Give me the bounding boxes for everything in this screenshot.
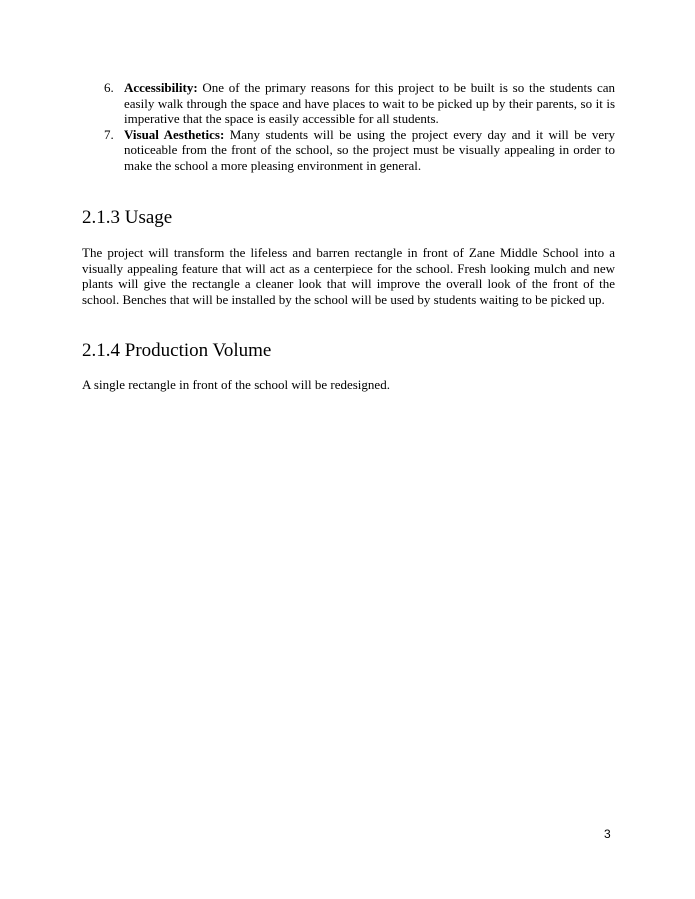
list-item-term: Accessibility: xyxy=(124,80,198,95)
list-item-number: 7. xyxy=(104,126,114,142)
list-item-visual-aesthetics xyxy=(100,127,615,174)
list-item-text: Many students will be using the project every day and it will be very noticeable from the front of the school, so the project must be visually appealing in order to make the school a more pleasing environment in general. xyxy=(124,126,615,173)
section-heading-usage: 2.1.3 Usage xyxy=(82,207,173,228)
section-heading-production-volume: 2.1.4 Production Volume xyxy=(82,340,272,361)
list-item-term: Visual Aesthetics: xyxy=(124,126,225,142)
page-number: 3 xyxy=(604,827,611,841)
section-paragraph-usage: The project will transform the lifeless and barren rectangle in front of Zane Middle School into a visually appealing feature that will act as a centerpiece for the school. Fresh looking mulch and new plants will give the rectangle a cleaner look that will improve the overall look of the front of the school. Benches that will be installed by the school will be used by students waiting to be picked up. xyxy=(82,245,615,307)
section-paragraph-production-volume: A single rectangle in front of the school will be redesigned. xyxy=(82,377,390,392)
list-item-accessibility xyxy=(100,80,615,127)
list-item-number: 6. xyxy=(104,80,114,95)
requirements-list xyxy=(100,80,615,174)
list-item-text: One of the primary reasons for this project to be built is so the students can easily walk through the space and have places to wait to be picked up by their parents, so it is imperative that the space is easily accessible for all students. xyxy=(124,80,615,127)
